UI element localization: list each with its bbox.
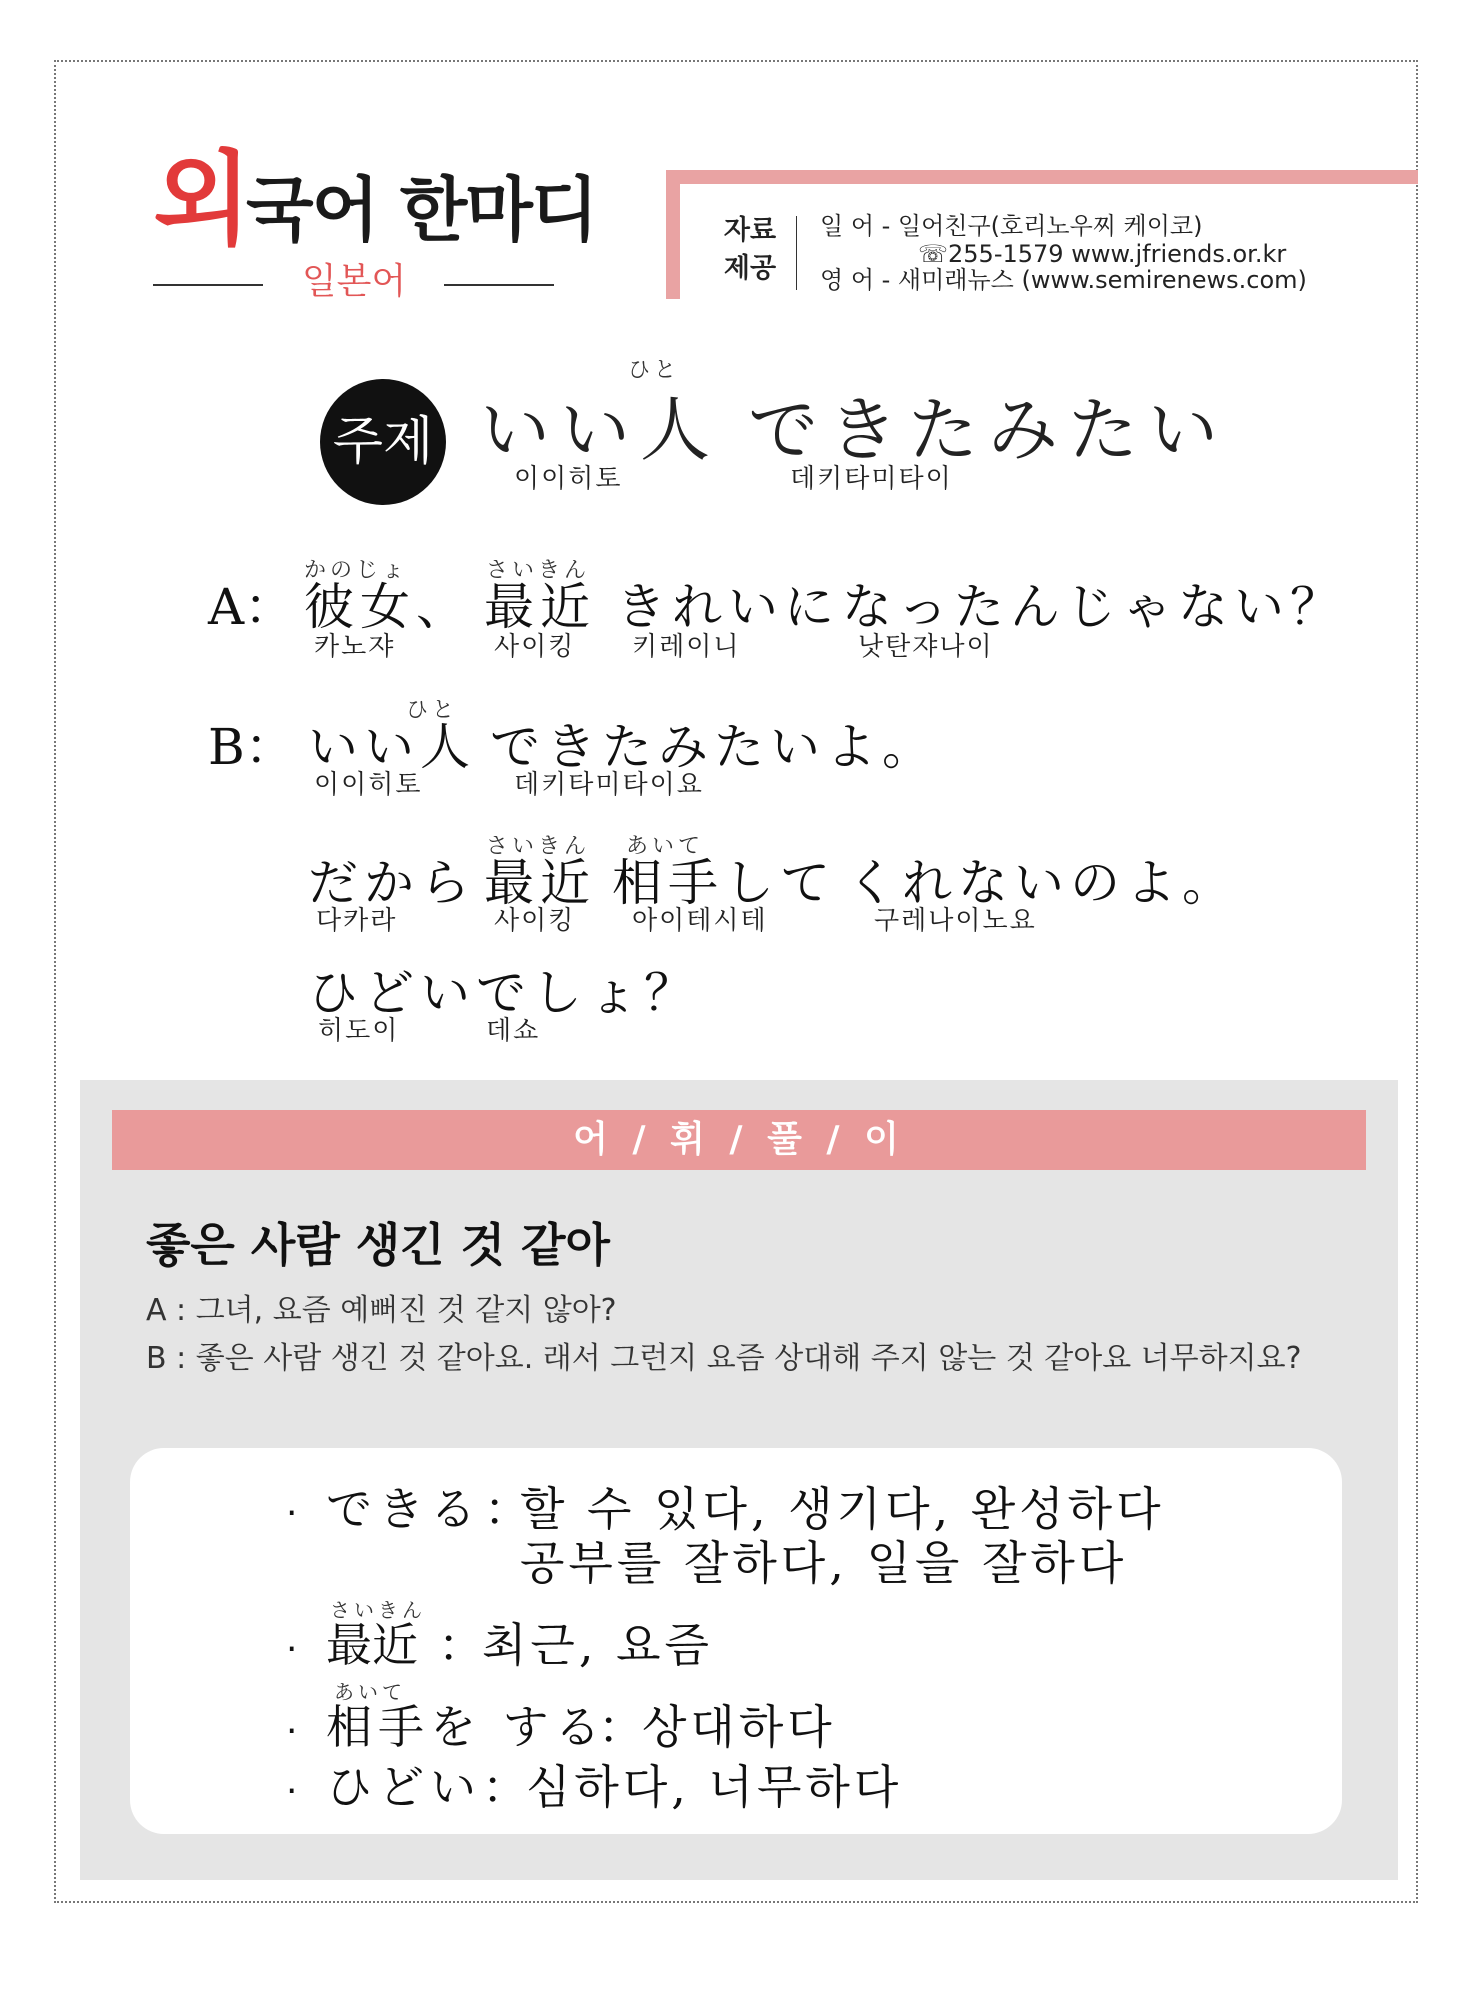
dialogue-word: なったんじゃない？ <box>842 578 1346 636</box>
furigana: さいきん <box>486 834 591 859</box>
korean-reading: 사이킹 <box>494 632 576 662</box>
furigana: かのじょ <box>304 558 409 583</box>
vocab-definition: 상대하다 <box>642 1700 836 1754</box>
vocab-separator: ： <box>482 1760 528 1814</box>
logo-title: 국어 한마디 <box>246 169 597 251</box>
korean-reading: 키레이니 <box>632 632 741 662</box>
source-line-1: 일 어 - 일어친구(호리노우찌 케이코) <box>820 212 1203 240</box>
translation-b: B : 좋은 사람 생긴 것 같아요. 래서 그런지 요즘 상대해 주지 않는 것 같아요 너무하지요? <box>146 1341 1302 1376</box>
theme-korean-2: 데키타미타이 <box>790 464 953 494</box>
logo-subtitle: 일본어 <box>301 261 407 302</box>
vocab-bar-title: 어 / 휘 / 풀 / 이 <box>112 1110 1366 1170</box>
vocab-term: 最近 <box>326 1618 418 1672</box>
furigana: ひと <box>406 698 459 723</box>
theme-furigana: ひと <box>628 358 681 383</box>
vocab-separator: ： <box>438 1618 484 1672</box>
theme-korean-1: 이이히토 <box>514 464 623 494</box>
furigana: あいて <box>334 1680 406 1704</box>
theme-phrase-1: いい人 <box>480 389 720 471</box>
dialogue-word: 彼女、 <box>304 578 472 636</box>
dialogue-word: 相手して <box>612 854 836 912</box>
speaker-b: B： <box>208 718 295 776</box>
korean-reading: 히도이 <box>318 1016 400 1046</box>
source-divider <box>796 216 797 290</box>
dialogue-word: できたみたいよ。 <box>490 718 938 776</box>
vocab-separator: ： <box>484 1482 530 1536</box>
korean-reading: 구레나이노요 <box>874 906 1037 936</box>
source-frame-top <box>666 170 1418 184</box>
speaker-a: A： <box>208 578 295 636</box>
korean-reading: 사이킹 <box>494 906 576 936</box>
dialogue-word: だから <box>308 854 476 912</box>
vocab-term: できる <box>326 1482 482 1536</box>
dialogue-word: いい人 <box>308 718 476 776</box>
source-label: 자료 제공 <box>723 215 777 284</box>
dialogue-word: きれいに <box>616 578 840 636</box>
korean-reading: 낫탄쟈나이 <box>858 632 994 662</box>
vocab-bullet: · <box>286 1493 298 1534</box>
vocab-definition: 할 수 있다, 생기다, 완성하다 <box>520 1482 1165 1536</box>
vocab-term: 相手を する <box>326 1700 607 1754</box>
korean-reading: 데키타미타이요 <box>514 770 704 800</box>
korean-reading: 카노쟈 <box>314 632 396 662</box>
theme-badge: 주제 <box>320 379 446 505</box>
logo-first-char: 외 <box>153 141 252 260</box>
source-line-2: ☏255-1579 www.jfriends.or.kr <box>918 240 1287 268</box>
korean-reading: 데쇼 <box>486 1016 541 1046</box>
logo-divider-right <box>444 284 554 286</box>
furigana: さいきん <box>486 558 591 583</box>
vocab-separator: ： <box>598 1700 644 1754</box>
korean-reading: 다카라 <box>316 906 398 936</box>
dialogue-word: ひどいでしょ？ <box>308 964 700 1022</box>
dialogue-word: 最近 <box>484 578 596 636</box>
theme-phrase-2: できたみたい <box>748 389 1228 471</box>
korean-reading: 아이테시테 <box>632 906 768 936</box>
vocab-definition: 심하다, 너무하다 <box>526 1760 903 1814</box>
korean-reading: 이이히토 <box>314 770 423 800</box>
vocab-bullet: · <box>286 1771 298 1812</box>
dialogue-word: くれないのよ。 <box>846 854 1238 912</box>
vocab-bullet: · <box>286 1629 298 1670</box>
vocab-definition: 최근, 요즘 <box>482 1618 713 1672</box>
source-frame-left <box>666 170 680 299</box>
translation-title: 좋은 사람 생긴 것 같아 <box>146 1218 610 1272</box>
translation-a: A : 그녀, 요즘 예뻐진 것 같지 않아? <box>146 1293 617 1328</box>
dialogue-word: 最近 <box>484 854 596 912</box>
source-line-3: 영 어 - 새미래뉴스 (www.semirenews.com) <box>820 266 1307 294</box>
logo-divider-left <box>153 284 263 286</box>
furigana: さいきん <box>330 1598 426 1622</box>
vocab-definition: 공부를 잘하다, 일을 잘하다 <box>520 1536 1128 1590</box>
vocab-term: ひどい <box>326 1760 482 1814</box>
vocab-bullet: · <box>286 1711 298 1752</box>
furigana: あいて <box>626 834 705 859</box>
